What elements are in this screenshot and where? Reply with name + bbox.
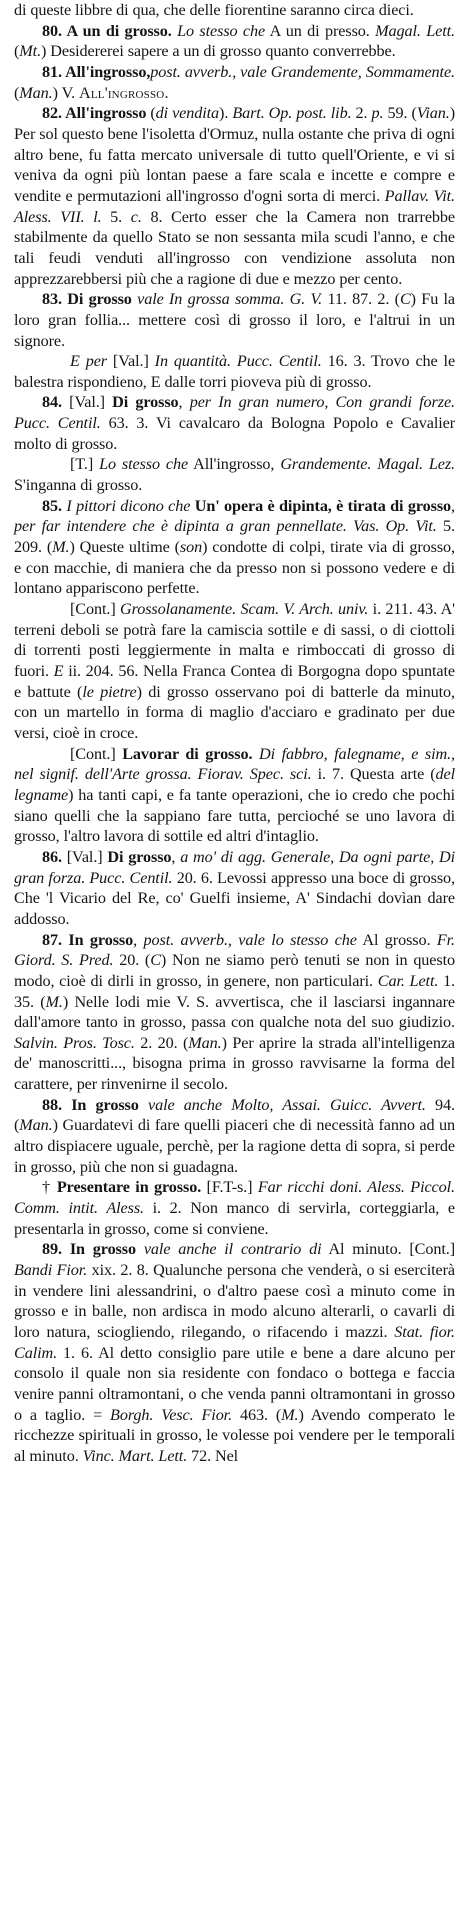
text-run: [Val.] [107, 352, 155, 371]
italic-text: Vian. [416, 104, 450, 123]
headword: Lavorar di grosso. [122, 744, 253, 763]
text-run: , [133, 930, 144, 949]
text-run: ( [14, 42, 20, 61]
italic-text: vale anche Molto, Assai. Guicc. Avvert. [147, 1095, 426, 1114]
italic-text: Man. [19, 1116, 53, 1135]
text-run: [Val.] [66, 847, 108, 866]
italic-text: Lo stesso che [177, 21, 266, 40]
entry-paragraph [14, 351, 455, 392]
text-run: 2. [351, 104, 372, 123]
text-run: i. 7. Questa arte ( [311, 765, 436, 784]
italic-text: Grandemente. Magal. Lez. [280, 455, 455, 474]
italic-text: le pietre [82, 682, 137, 701]
text-run: ) Avendo comperato le ricchezze spirituali in grosso, le volesse poi vendere per le temporali al minuto. [14, 1405, 455, 1465]
headword: All'ingrosso [65, 104, 147, 123]
entry-number: 88. [42, 1095, 72, 1114]
text-run: ii. 204. 56. Nella Franca Contea di Borgogna dopo spuntate e battute ( [14, 662, 455, 701]
entry-paragraph [14, 289, 455, 351]
text-run: 16. 3. Trovo che le balestra rispondieno, E dalle torri pioveva più di grosso. [14, 352, 456, 391]
entry-paragraph [14, 1095, 455, 1178]
italic-text: Magal. Lett. [375, 21, 456, 40]
entry-number: 84. [42, 393, 70, 412]
text-run: 72. Nel [187, 1446, 239, 1465]
text-run: Al minuto. [Cont.] [321, 1240, 455, 1259]
text-run: [F.T-s.] [201, 1178, 258, 1197]
headword: Di grosso [67, 290, 132, 309]
italic-text: del legname [14, 765, 455, 804]
italic-text: c. [130, 207, 142, 226]
italic-text: son [179, 538, 203, 557]
text-run: , [178, 393, 190, 412]
text-run: 94. ( [14, 1095, 455, 1135]
entry-paragraph [14, 599, 455, 744]
italic-text: Grossolanamente. Scam. V. Arch. univ. [120, 600, 369, 619]
italic-text: Stat. fior. Calim. [14, 1323, 455, 1362]
text-run: All'ingrosso, [188, 455, 281, 474]
text-run: [T.] [70, 455, 100, 474]
italic-text: a mo' di agg. Generale, Da ogni parte, Di gran forza. Pucc. Centil. [14, 847, 455, 887]
text-run [139, 1096, 148, 1114]
italic-text: p. [371, 104, 384, 123]
italic-text: E per [70, 352, 107, 371]
text-run: i. 2. Non manco di servirla, corteggiarla, e presentarla in grosso, come si conviene. [14, 1199, 455, 1238]
text-run: 11. 87. 2. ( [322, 290, 400, 309]
text-run: ) Non ne siamo però tenuti se non in questo modo, cioè di dirli in grosso, in genere, non particulari. [14, 951, 455, 990]
italic-text: M. [281, 1405, 299, 1424]
entry-paragraph [14, 744, 455, 847]
italic-text: di vendita [155, 104, 220, 123]
text-run: 59. ( [383, 104, 417, 123]
text-run: , [232, 62, 241, 81]
text-run: 20. ( [113, 951, 151, 970]
text-run: 5. 209. ( [14, 517, 455, 557]
headword: Presentare in grosso. [56, 1178, 202, 1197]
entry-paragraph [14, 0, 455, 21]
entry-number: 85. [42, 496, 67, 515]
entry-paragraph [14, 392, 455, 454]
text-run: ) ha tanti capi, e fa tante operazioni, che io credo che pochi siano quelli che la sappiano fare tutta, percioché se uno lavora di grosso, l'altro lavora di sottile ed altri d'intaglio. [14, 785, 455, 846]
italic-text: Di fabbro, falegname, e sim., nel signif. dell'Arte grossa. Fiorav. Spec. sci. [14, 744, 455, 784]
text-run: ). [219, 104, 233, 123]
text-run: [Cont.] [70, 600, 121, 619]
headword: All'ingrosso, [65, 62, 151, 81]
entry-number: 89. [42, 1240, 70, 1259]
italic-text: Fr. Giord. S. Pred. [14, 930, 455, 970]
text-run: , [171, 847, 181, 866]
italic-text: per In gran numero, Con grandi forze. Pucc. Centil. [14, 393, 455, 433]
text-run: 1. 6. Al detto consiglio pare utile e bene a dare alcuno per consolo il quale non sia residente con fondaco o bottega e faccia venire panni oltramontani, o che venda panni oltramontani in grosso o a taglio. = [14, 1343, 455, 1424]
entry-number: 87. [42, 930, 69, 949]
text-run: 2. 20. ( [134, 1033, 189, 1052]
entry-paragraph [14, 930, 455, 1095]
text-run: 1. 35. ( [14, 971, 456, 1011]
entry-number: 86. [42, 847, 67, 866]
text-run: , [451, 496, 455, 515]
italic-text: Salvin. Pros. Tosc. [14, 1033, 135, 1052]
entry-paragraph [14, 847, 455, 930]
text-run: ) Per sol questo bene l'isoletta d'Ormuz, nulla ostante che priva di ogni altro bene, fu fatta mercato universale di tutto quell'Oriente, e vi si veniva da ogni più lontan paese a fare scala e incette e compre e vendite e permutazioni all'ingrosso d'ogni sorta di merci. [14, 104, 455, 205]
text-run: xix. 2. 8. Qualunche persona che venderà, o si eserciterà in vendere lini alessandrini, o d'altro paese così a minuto come in grosso e in balle, non ardisca in modo alcuno alterarli, o cavarli di loro natura, sciogliendo, rilegando, o rifacendo i mazzi. [14, 1261, 455, 1341]
headword: Di grosso [107, 847, 172, 866]
text-run [136, 1240, 144, 1258]
italic-text: post. avverb., vale lo stesso che [143, 930, 357, 949]
entry-number: 80. [42, 21, 67, 40]
italic-text: vale anche il contrario di [143, 1240, 322, 1259]
italic-text: Bart. Op. post. lib. [232, 104, 352, 123]
italic-text: post. avverb. [150, 62, 233, 81]
text-run: 5. [101, 207, 131, 226]
entry-paragraph [14, 496, 455, 599]
headword: A un di grosso. [66, 21, 172, 40]
italic-text: I pittori dicono che [66, 496, 191, 515]
text-run: ( [146, 104, 156, 123]
italic-text: C [150, 951, 161, 970]
text-run: ) Fu la loro gran follia... mettere così di grosso il loro, e l'altrui in un signore. [14, 290, 456, 350]
entry-number: 83. [42, 290, 68, 309]
headword: Di grosso [112, 393, 179, 412]
entry-paragraph [14, 103, 455, 289]
text-run: di queste libbre di qua, che delle fiorentine saranno circa dieci. [14, 1, 414, 19]
italic-text: vale In grossa somma. G. V. [137, 290, 323, 309]
entry-paragraph [14, 21, 455, 62]
italic-text: In quantità. Pucc. Centil. [154, 352, 322, 371]
italic-text: Car. Lett. [377, 971, 439, 990]
italic-text: Man. [188, 1033, 222, 1052]
text-run: i. 211. 43. A' terreni deboli se potrà fare la camiscia sottile e di sassi, o di ciottoli di torrenti posti leggiermente in malta e rimboccati di grosso di fuori. [14, 600, 455, 680]
text-run: [Val.] [69, 393, 113, 412]
text-run: † [42, 1178, 57, 1197]
text-run: S'inganna di grosso. [14, 476, 143, 495]
entry-paragraph [14, 1239, 455, 1466]
italic-text: Bandi Fior. [14, 1261, 88, 1280]
text-run: ) Nelle lodi mie V. S. avvertisca, che il lasciarsi ingannare dall'amore tanto in grosso, passa con qualche nota del suo giudizio. [14, 992, 456, 1032]
italic-text: Pallav. Vit. Aless. VII. l. [14, 186, 455, 226]
headword: In grosso [69, 1240, 136, 1259]
text-run: ) Desidererei sapere a un di grosso quanto converrebbe. [41, 42, 396, 61]
italic-text: per far intendere che è dipinta a gran pennellate. Vas. Op. Vit. [14, 517, 437, 536]
text-run: 8. Certo esser che la Camera non trarrebbe stabilmente da quello Stato se non sessanta mila scudi l'anno, e che tali feudi venduti all'ingrosso con vendizione assoluta non apprezzarebbersi più che a ragione di due e mezzo per cento. [14, 207, 456, 288]
italic-text: Lo stesso che [99, 455, 189, 474]
entry-number: 82. [42, 104, 66, 123]
italic-text: vale Grandemente, Sommamente. [240, 62, 455, 81]
text-run: Al grosso. [356, 930, 437, 949]
italic-text: Mt. [19, 42, 42, 61]
text-run: 20. 6. Levossi appresso una boce di grosso, Che 'l Vicario del Re, co' Guelfi insieme, A' Sindachi dovìan dare addosso. [14, 868, 455, 928]
headword: In grosso [71, 1095, 139, 1114]
entry-number: 81. [42, 62, 66, 81]
italic-text: Borgh. Vesc. Fior. [110, 1405, 233, 1424]
text-run: [Cont.] [70, 744, 123, 763]
text-run: A un di presso. [265, 21, 376, 40]
italic-text: Vinc. Mart. Lett. [82, 1446, 188, 1465]
italic-text: Far ricchi doni. Aless. Piccol. Comm. intit. Aless. [14, 1178, 455, 1218]
italic-text: C [399, 290, 411, 309]
italic-text: M. [45, 992, 63, 1011]
entry-paragraph [14, 1177, 455, 1239]
headword: Un' opera è dipinta, è tirata di grosso [194, 496, 452, 515]
text-run: ) Per aprire la strada all'intelligenza de' manoscritti..., bisogna prima in grosso ravvisarne la forma del carattere, per rinvenirne il secolo. [14, 1033, 455, 1094]
entry-paragraph [14, 454, 455, 495]
entry-paragraph [14, 62, 455, 103]
text-run: . [164, 83, 169, 102]
text-run: 463. ( [232, 1405, 282, 1424]
text-run: ) Queste ultime ( [69, 538, 180, 557]
small-caps-ref: All'ingrosso [78, 83, 165, 102]
italic-text: M. [52, 538, 70, 557]
text-run: ) Guardatevi di fare quelli piaceri che di necessità fanno ad un altro dispiacere uguale, perchè, per la ragione detta di sopra, si perde in grosso, più che non si guadagna. [14, 1116, 455, 1176]
headword: In grosso [68, 930, 134, 949]
text-run: ) V. [52, 83, 79, 102]
text-run: ) di grosso osservano poi di batterle da minuto, con un martello in forma di maglio d'acciaro e gradinato per due versi, cioè in croce. [14, 682, 455, 742]
italic-text: Man. [19, 83, 53, 102]
italic-text: E [53, 662, 64, 680]
text-run: ) condotte di colpi, tirate via di grosso, e con macchie, di maniera che da presso non si possono vedere e di lontano appariscono perfette. [14, 538, 455, 598]
text-run: 63. 3. Vi cavalcaro da Bologna Popolo e Cavalier molto di grosso. [14, 414, 455, 453]
text-run: ( [14, 83, 20, 102]
